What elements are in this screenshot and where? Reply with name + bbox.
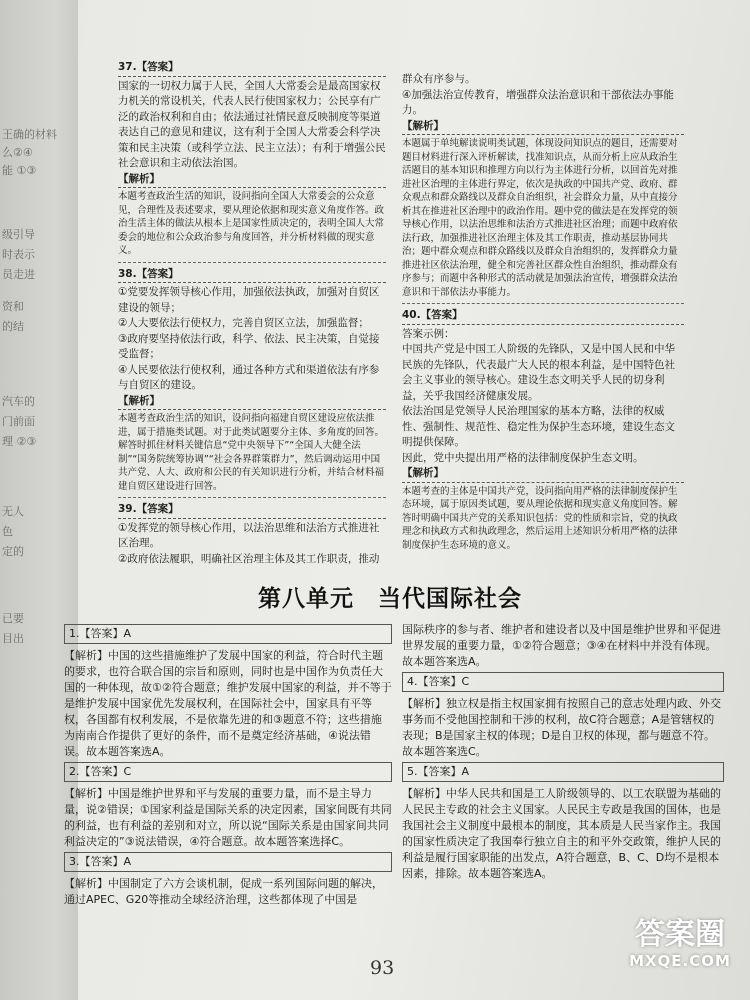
q1-analysis: 【解析】中国的这些措施维护了发展中国家的利益，符合时代主题的要求，也符合联合国的宗旨和原则，同时也是中国作为负责任大国的一种体现，故①②符合题意；维护发展中国家的利益，并不等于是维护发展中国家优先发展权利，在国际社会中，国家具有平等权，各国都有权利发展，不是依靠先进的和③题意不符；这些措施为南南合作提供了更好的条件，而不是奠定经济基础，④说法错误。故本题答案选A。 <box>64 649 392 758</box>
q38-analysis-label: 【解析】 <box>118 394 386 411</box>
divider <box>118 262 386 263</box>
q37-answer: 国家的一切权力属于人民，全国人大常委会是最高国家权力机关的常设机关，代表人民行使国家权力；公民享有广泛的政治权利和自由；依法通过社情民意反映制度等渠道表达自己的意见和建议，这有利于全国人大常委会科学决策和民主决策（或科学立法、民主立法）；有利于增强公民社会意识和主动依法治国。 <box>118 79 386 169</box>
q39-block <box>118 502 386 568</box>
left-answer-column <box>118 60 386 568</box>
q40-analysis-label: 【解析】 <box>402 466 684 483</box>
q4-label: 4.【答案】C <box>402 672 724 692</box>
q38-line: ④人民要依法行使权利，通过各种方式和渠道依法有序参与自贸区的建设。 <box>118 363 380 391</box>
q38-analysis: 本题考查政治生活的知识，设问指向福建自贸区建设应依法推进，属于措施类试题。对于此类试题要分主体、多角度的回答。解答时抓住材料关键信息“党中央领导下”“全国人大健全法制”“国务院统筹协调”“社会各界群策群力”，然后调动运用中国共产党、人大、政府和公民的有关知识进行分析，并结合材料福建自贸区建设进行回答。 <box>118 413 385 492</box>
spine-fragment: 王确的材料 <box>2 128 57 141</box>
q5-label: 5.【答案】A <box>402 762 724 782</box>
q39-analysis: 本题属于单纯解读说明类试题，体现设问知识点的题目，还需要对题目材料进行深入评析解读，找准知识点，从而分析上应从政治生活题目的基本知识和推理方向以行为主体进行分析，以回首先对推进社区治理的主体进行界定，依次是执政的中国共产党、政府、群众观点和群众路线以及群众自治组织，社会群众力量，从中直接分析其在推进社区治理中的政治作用。题中党的做法是在发挥党的领导核心作用，以法治思维和法治方式推进社区治理；而题中政府依法行政，加强推进社区治理主体及其工作职责，推动基层协同共治；题中群众观点和群众路线以及群众自治组织的，发挥群众力量推进社区依法治理，健全和完善社区群众性自治组织，推动群众有序参与；而题中各种形式的活动就是加强法治宣传，增强群众法治意识和干部依法办事能力。 <box>402 138 678 298</box>
q40-block <box>402 308 684 552</box>
spine-fragment: 时表示 <box>2 248 35 261</box>
q39-continued-line: 群众有序参与。 <box>402 73 476 85</box>
q38-line: ②人大要依法行使权力，完善自贸区立法，加强监督； <box>118 317 369 329</box>
spine-fragment: 已要 <box>2 612 24 625</box>
q40-line: 依法治国是党领导人民治理国家的基本方略，法律的权威性、强制性、规范性、稳定性为保护生态环境，建设生态文明提供保障。 <box>402 405 675 448</box>
spine-fragment: 无人 <box>2 505 24 518</box>
q1-label: 1.【答案】A <box>64 624 392 644</box>
spine-fragment: 么②④ <box>2 146 33 159</box>
q3-analysis-continued: 国际秩序的参与者、维护者和建设者以及中国是维护世界和平促进世界发展的重要力量，①②符合题意；③④在材料中并没有体现。故本题答案选A。 <box>402 623 721 668</box>
spine-fragment: 定的 <box>2 545 24 558</box>
spine-fragment: 汽车的 <box>2 395 35 408</box>
q39-analysis-label: 【解析】 <box>402 119 684 136</box>
q37-analysis: 本题考查政治生活的知识，设问指向全国人大常委会的公众意见，合理性及表述要求，要从理论依据和现实意义角度作答。政治生活主体的做法从根本上是国家性质决定的，表明全国人大常委会的地位和公众政治参与角度回答，并分析材料做的现实意义。 <box>118 191 385 256</box>
q3-analysis: 【解析】中国制定了六方会谈机制，促成一系列国际问题的解决，通过APEC、G20等推动全球经济治理，这些都体现了中国是 <box>64 877 383 906</box>
q37-analysis-label: 【解析】 <box>118 172 386 189</box>
unit8-left-column <box>64 622 392 944</box>
q5-analysis: 【解析】中华人民共和国是工人阶级领导的、以工农联盟为基础的人民民主专政的社会主义国家。人民民主专政是我国的国体，也是我国社会主义制度中最根本的制度，其本质是人民当家作主。我国的国家性质决定了我国奉行独立自主的和平外交政策，维护人民的利益是履行国家职能的出发点，A符合题意，B、C、D均不是根本因素，排除。故本题答案选A。 <box>402 787 721 880</box>
spine-fragment: 级引导 <box>2 228 35 241</box>
q40-analysis: 本题考查的主体是中国共产党，设问指向用严格的法律制度保护生态环境，属于原因类试题，要从理论依据和现实意义角度回答。解答时明确中国共产党的关系知识包括：党的性质和宗旨，党的执政理念和执政方式和执政理念，然后运用上述知识分析用严格的法律制度保护生态环境的意义。 <box>402 485 678 551</box>
q37-label: 37.【答案】 <box>118 60 386 77</box>
q3-label: 3.【答案】A <box>64 852 392 872</box>
spine-fragment: 的结 <box>2 320 24 333</box>
watermark-logo-text: 答案圈 <box>635 917 725 952</box>
q40-sub: 答案示例： <box>402 327 455 340</box>
unit8-right-column <box>402 622 724 944</box>
q39-line: ②政府依法履职，明确社区治理主体及其工作职责，推动 <box>118 552 380 565</box>
q39-label: 39.【答案】 <box>118 502 386 519</box>
q40-line: 中国共产党是中国工人阶级的先锋队，又是中国人民和中华民族的先锋队，代表最广大人民的根本利益，是中国特色社会主义事业的领导核心。建设生态文明关乎人民的切身利益，关乎我国经济健康发展。 <box>402 343 675 402</box>
q38-label: 38.【答案】 <box>118 267 386 284</box>
q38-line: ③政府要坚持依法行政，科学、依法、民主决策，自觉接受监督； <box>118 332 380 360</box>
spine-fragment: 理 ②③ <box>2 435 37 448</box>
spine-fragment: 能 ①③ <box>2 164 37 177</box>
q40-label: 40.【答案】 <box>402 308 684 325</box>
q39-line: ①发挥党的领导核心作用，以法治思维和法治方式推进社区治理。 <box>118 521 380 549</box>
q38-line: ①党要发挥领导核心作用，加强依法执政，加强对自贸区建设的领导； <box>118 286 380 314</box>
q4-analysis: 【解析】独立权是指主权国家拥有按照自己的意志处理内政、外交事务而不受他国控制和干涉的权利，故C符合题意；A是管辖权的表现；B是国家主权的体现；D是自卫权的体现，都与题意不符。故本题答案选C。 <box>402 697 721 758</box>
unit-title: 第八单元 当代国际社会 <box>258 585 522 612</box>
q2-label: 2.【答案】C <box>64 762 392 782</box>
page-number: 93 <box>370 957 395 979</box>
watermark-url: MXQE.COM <box>629 952 731 970</box>
q40-line: 因此，党中央提出用严格的法律制度保护生态文明。 <box>402 451 644 464</box>
spine-fragment: 员走进 <box>2 268 35 281</box>
site-watermark <box>615 918 745 970</box>
q38-block <box>118 267 386 494</box>
spine-fragment: 门前面 <box>2 415 35 428</box>
divider <box>402 303 684 304</box>
spine-fragment: 目出 <box>2 632 24 645</box>
divider <box>118 497 386 498</box>
spine-fragment: 资和 <box>2 300 24 313</box>
right-answer-column <box>402 72 684 568</box>
q39-continued-line: ④加强法治宣传教育，增强群众法治意识和干部依法办事能力。 <box>402 88 674 116</box>
spine-fragment: 色 <box>2 525 13 538</box>
q37-block <box>118 60 386 258</box>
q2-analysis: 【解析】中国是维护世界和平与发展的重要力量，而不是主导力量，说②错误；①国家利益是国际关系的决定因素，国家间既有共同的利益，也有利益的差别和对立，所以说“国际关系是由国家间共同利益决定的”③说法错误，④符合题意。故本题答案选择C。 <box>64 787 392 848</box>
